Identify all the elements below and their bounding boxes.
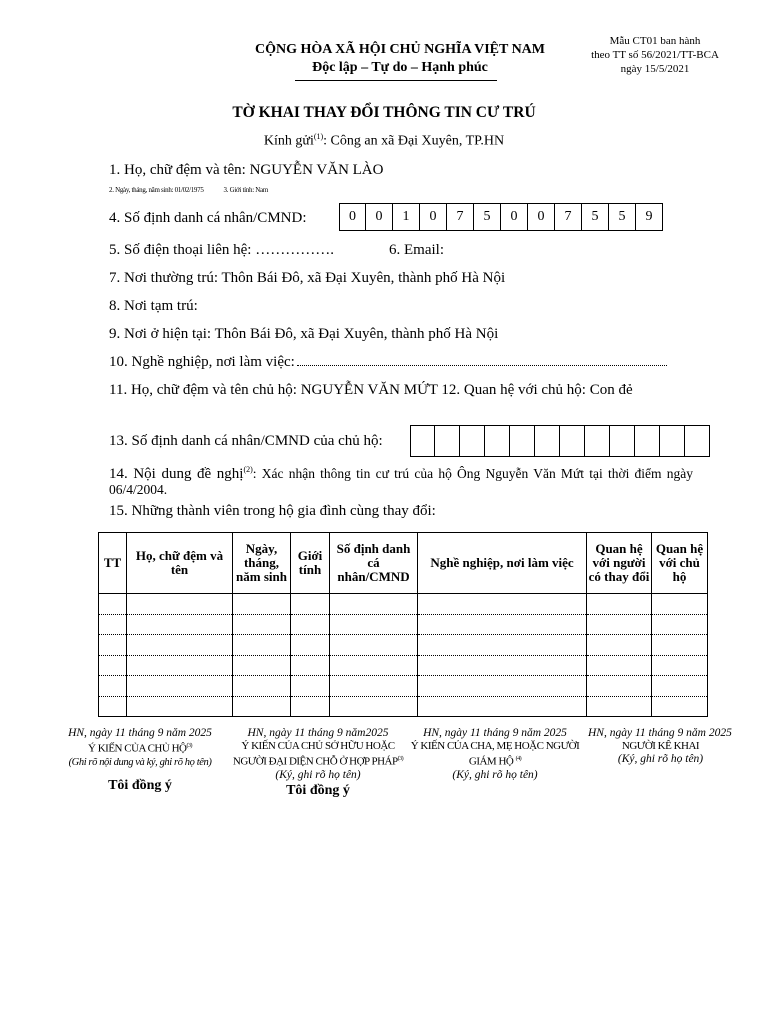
field-full-name: 1. Họ, chữ đệm và tên: NGUYỄN VĂN LÀO — [109, 162, 384, 178]
request-value: : Xác nhận thông tin cư trú của hộ Ông Nguyễn Văn Mứt tại thời điểm ngày 06/4/2004. — [109, 466, 694, 497]
request-sup: (2) — [243, 465, 253, 474]
head-id-digit — [410, 425, 435, 457]
table-cell — [652, 594, 708, 615]
table-row — [99, 635, 708, 656]
id-digit: 9 — [636, 203, 663, 231]
motto-underline — [295, 80, 497, 81]
field-phone: 5. Số điện thoại liên hệ: ……………. — [109, 242, 334, 258]
id-digit: 1 — [393, 203, 420, 231]
id-digit: 7 — [555, 203, 582, 231]
table-cell — [330, 696, 418, 717]
field-id-label: 4. Số định danh cá nhân/CMND: — [109, 210, 307, 226]
table-cell — [587, 655, 652, 676]
table-cell — [330, 594, 418, 615]
table-cell — [587, 696, 652, 717]
head-id-digit — [585, 425, 610, 457]
table-cell — [99, 655, 127, 676]
signature-block-declarant — [588, 727, 733, 766]
signature-caption: Ý KIẾN CỦA CHỦ SỞ HỮU HOẶC NGƯỜI ĐẠI DIỆN CHỖ Ở HỢP PHÁP$^{(3)}$ — [232, 740, 404, 768]
id-number-boxes — [339, 203, 663, 231]
table-cell — [652, 696, 708, 717]
id-digit: 5 — [609, 203, 636, 231]
table-cell — [233, 696, 291, 717]
kinh-gui-value: : Công an xã Đại Xuyên, TP.HN — [323, 133, 505, 149]
country-name: CỘNG HÒA XÃ HỘI CHỦ NGHĨA VIỆT NAM — [254, 42, 545, 57]
table-cell — [127, 696, 233, 717]
table-cell — [418, 594, 587, 615]
table-cell — [418, 676, 587, 697]
table-cell — [127, 655, 233, 676]
field-head-id-label: 13. Số định danh cá nhân/CMND của chủ hộ: — [109, 433, 383, 449]
signature-note: (Ký, ghi rõ họ tên) — [452, 768, 538, 781]
signature-note: (Ký, ghi rõ họ tên) — [617, 753, 704, 765]
signature-agree: Tôi đồng ý — [286, 782, 350, 798]
table-cell — [418, 614, 587, 635]
motto: Độc lập – Tự do – Hạnh phúc — [312, 60, 488, 75]
table-cell — [587, 635, 652, 656]
table-cell — [330, 614, 418, 635]
field-dob: 2. Ngày, tháng, năm sinh: 01/02/1975 — [109, 186, 204, 194]
table-cell — [233, 655, 291, 676]
table-cell — [652, 655, 708, 676]
signature-date: HN, ngày 11 tháng 9 năm 2025 — [588, 727, 732, 739]
kinh-gui-label: Kính gửi — [263, 133, 314, 149]
head-id-digit — [610, 425, 635, 457]
table-header-row — [99, 533, 708, 594]
table-cell — [127, 635, 233, 656]
table-cell — [418, 696, 587, 717]
head-id-digit — [685, 425, 710, 457]
table-row — [99, 696, 708, 717]
column-header-name: Họ, chữ đệm và tên — [127, 533, 233, 594]
table-row — [99, 594, 708, 615]
id-digit: 0 — [528, 203, 555, 231]
field-occupation — [109, 353, 667, 371]
head-id-digit — [535, 425, 560, 457]
head-id-digit — [635, 425, 660, 457]
head-id-digit — [560, 425, 585, 457]
signature-block-guardian — [410, 727, 580, 782]
signature-date: HN, ngày 11 tháng 9 năm 2025 — [423, 727, 567, 739]
field-members-heading: 15. Những thành viên trong hộ gia đình cùng thay đổi: — [109, 503, 436, 519]
table-cell — [587, 676, 652, 697]
field-occupation-label: 10. Nghề nghiệp, nơi làm việc: — [109, 354, 295, 370]
table-cell — [99, 614, 127, 635]
field-temporary-residence: 8. Nơi tạm trú: — [109, 298, 198, 314]
table-cell — [99, 635, 127, 656]
head-id-digit — [460, 425, 485, 457]
signature-date: HN, ngày 11 tháng 9 năm 2025 — [68, 727, 212, 739]
column-header-gender: Giới tính — [291, 533, 330, 594]
table-cell — [127, 594, 233, 615]
table-cell — [291, 594, 330, 615]
id-digit: 0 — [420, 203, 447, 231]
table-cell — [233, 676, 291, 697]
table-row — [99, 655, 708, 676]
table-cell — [587, 614, 652, 635]
table-row — [99, 676, 708, 697]
members-table — [98, 532, 708, 717]
field-household-head: 11. Họ, chữ đệm và tên chủ hộ: NGUYỄN VĂN MỨT 12. Quan hệ với chủ hộ: Con đẻ — [109, 382, 633, 398]
table-cell — [127, 614, 233, 635]
table-cell — [233, 594, 291, 615]
field-current-residence: 9. Nơi ở hiện tại: Thôn Bái Đô, xã Đại Xuyên, thành phố Hà Nội — [109, 326, 499, 342]
column-header-id: Số định danh cá nhân/CMND — [330, 533, 418, 594]
table-cell — [233, 614, 291, 635]
signature-date: HN, ngày 11 tháng 9 năm2025 — [247, 727, 389, 739]
signature-caption: NGƯỜI KÊ KHAI — [621, 740, 700, 752]
field-email: 6. Email: — [389, 242, 444, 258]
signature-caption: Ý KIẾN CỦA CHỦ HỘ$^{(3)}$ — [88, 742, 192, 755]
head-id-digit — [435, 425, 460, 457]
table-cell — [127, 676, 233, 697]
id-digit: 5 — [582, 203, 609, 231]
table-cell — [330, 676, 418, 697]
kinh-gui — [0, 132, 768, 150]
table-cell — [233, 635, 291, 656]
id-digit: 0 — [501, 203, 528, 231]
table-cell — [330, 635, 418, 656]
table-cell — [587, 594, 652, 615]
table-cell — [652, 676, 708, 697]
signature-note: (Ký, ghi rõ họ tên) — [275, 768, 361, 781]
signature-block-owner — [228, 727, 408, 797]
field-dob-gender — [109, 186, 288, 194]
field-request-content — [109, 462, 693, 498]
table-cell — [330, 655, 418, 676]
request-label: 14. Nội dung đề nghị — [109, 466, 244, 482]
table-cell — [418, 655, 587, 676]
form-ref-line-1: Mẫu CT01 ban hành — [609, 35, 701, 47]
column-header-relation-head: Quan hệ với chủ hộ — [652, 533, 708, 594]
column-header-dob: Ngày, tháng, năm sinh — [233, 533, 291, 594]
field-permanent-residence: 7. Nơi thường trú: Thôn Bái Đô, xã Đại Xuyên, thành phố Hà Nội — [109, 270, 506, 286]
field-gender: 3. Giới tính: Nam — [223, 186, 269, 194]
table-cell — [99, 594, 127, 615]
id-digit: 0 — [339, 203, 366, 231]
table-cell — [652, 614, 708, 635]
head-id-digit — [660, 425, 685, 457]
form-ref-line-3: ngày 15/5/2021 — [620, 63, 690, 75]
head-id-digit — [510, 425, 535, 457]
kinh-gui-sup: (1) — [313, 132, 324, 141]
id-digit: 5 — [474, 203, 501, 231]
table-cell — [291, 696, 330, 717]
signature-agree: Tôi đồng ý — [108, 777, 172, 793]
table-cell — [99, 696, 127, 717]
head-id-boxes — [410, 425, 710, 457]
table-row — [99, 614, 708, 635]
table-cell — [99, 676, 127, 697]
column-header-tt: TT — [99, 533, 127, 594]
signature-caption: Ý KIẾN CỦA CHA, MẸ HOẶC NGƯỜI GIÁM HỘ $^{(4)}$ — [410, 740, 580, 768]
table-cell — [418, 635, 587, 656]
signature-block-household-head — [40, 727, 240, 792]
id-digit: 0 — [366, 203, 393, 231]
column-header-relation-changer: Quan hệ với người có thay đổi — [587, 533, 652, 594]
signature-note: (Ghi rõ nội dung và ký, ghi rõ họ tên) — [68, 756, 212, 768]
form-title: TỜ KHAI THAY ĐỔI THÔNG TIN CƯ TRÚ — [232, 104, 536, 121]
table-cell — [291, 614, 330, 635]
head-id-digit — [485, 425, 510, 457]
form-ref-line-2: theo TT số 56/2021/TT-BCA — [591, 49, 719, 61]
table-cell — [652, 635, 708, 656]
form-reference — [580, 34, 730, 76]
table-cell — [291, 655, 330, 676]
table-cell — [291, 635, 330, 656]
column-header-occupation: Nghề nghiệp, nơi làm việc — [418, 533, 587, 594]
dotted-fill — [297, 353, 667, 366]
table-cell — [291, 676, 330, 697]
id-digit: 7 — [447, 203, 474, 231]
